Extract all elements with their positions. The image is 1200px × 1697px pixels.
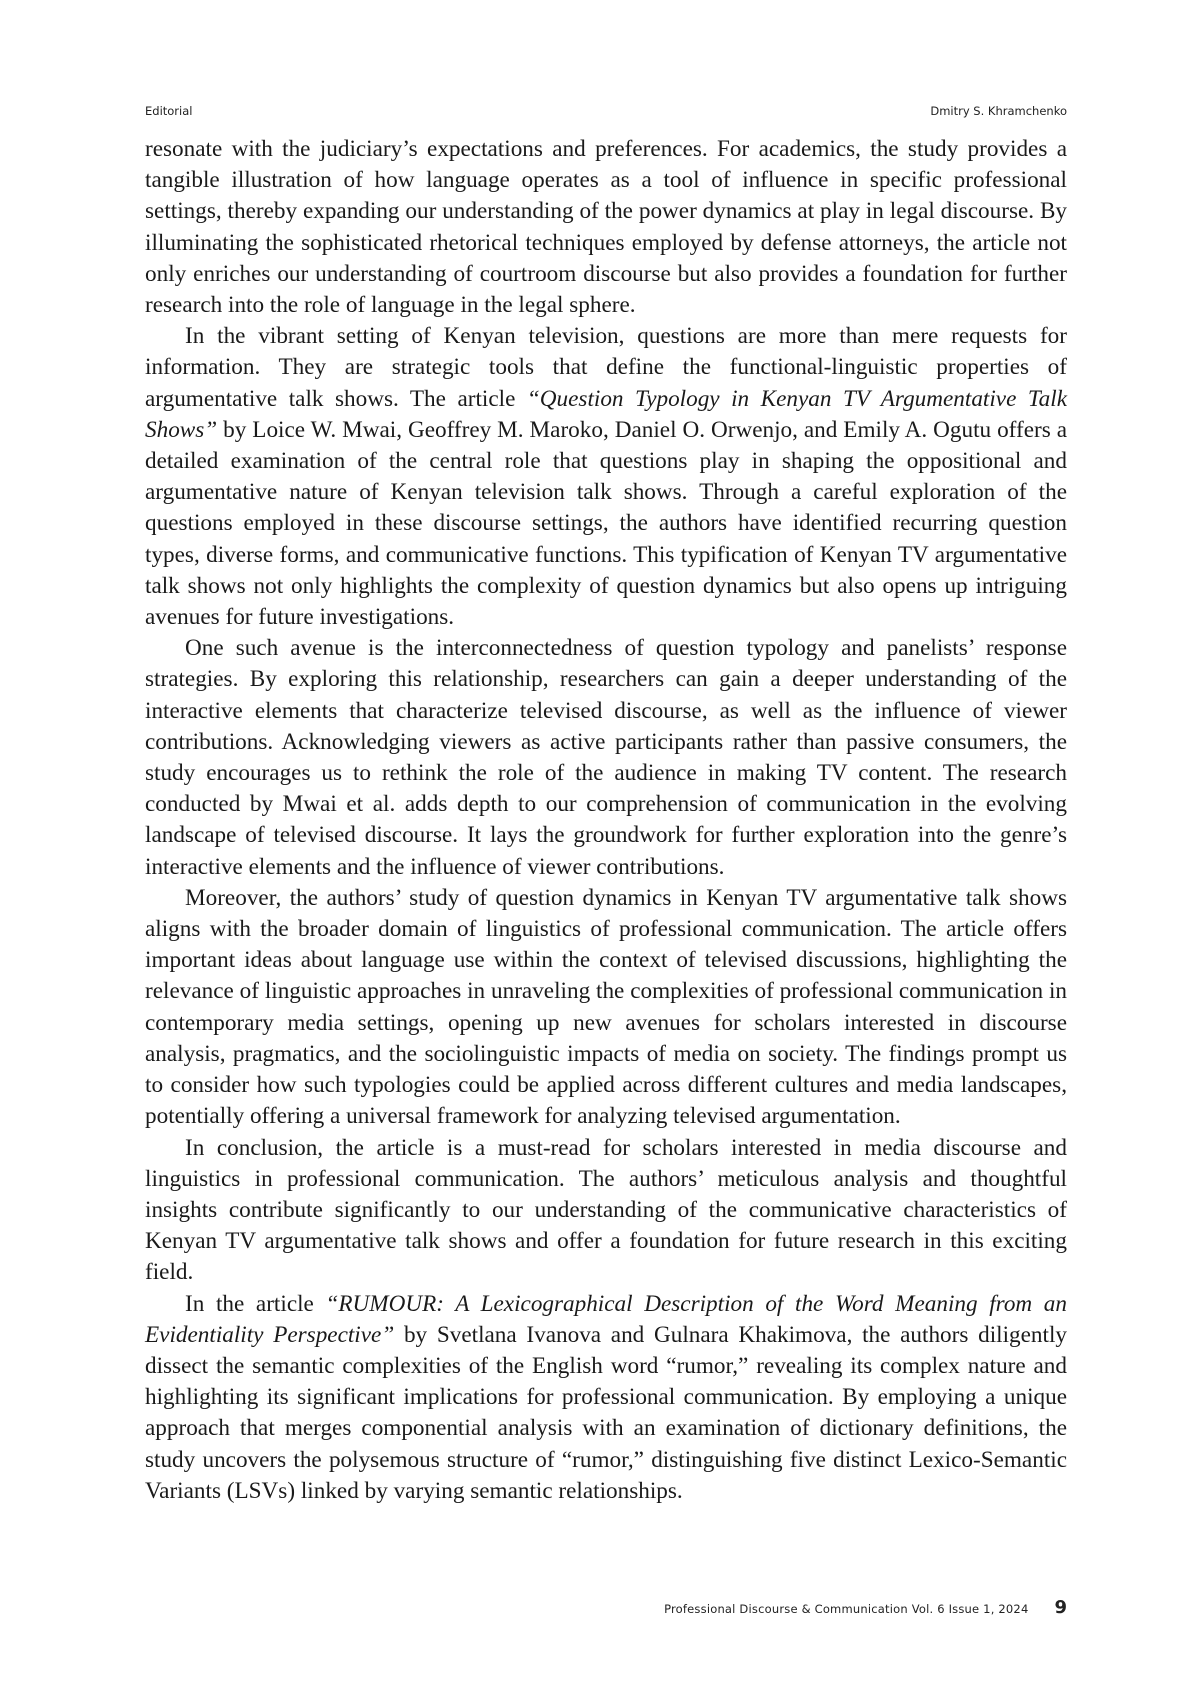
footer-journal-info: Professional Discourse & Communication Vol. 6 Issue 1, 2024	[664, 1602, 1029, 1616]
paragraph-text: In the article	[185, 1290, 326, 1317]
running-header	[145, 103, 1067, 119]
page-footer	[145, 1597, 1067, 1621]
paragraph-text: by Svetlana Ivanova and Gulnara Khakimova, the authors diligently dissect the semantic complexities of the English word “rumor,” revealing its complex nature and highlighting its significant implications for professional communication. By employing a unique approach that merges componential analysis with an examination of dictionary definitions, the study uncovers the polysemous structure of “rumor,” distinguishing five distinct Lexico-Semantic Variants (LSVs) linked by varying semantic relationships.	[145, 1321, 1067, 1504]
paragraph-text: by Loice W. Mwai, Geoffrey M. Maroko, Daniel O. Orwenjo, and Emily A. Ogutu offers a detailed examination of the central role that questions play in shaping the oppositional and argumentative nature of Kenyan television talk shows. Through a careful exploration of the questions employed in these discourse settings, the authors have identified recurring question types, diverse forms, and communicative functions. This typification of Kenyan TV argumentative talk shows not only highlights the complexity of question dynamics but also opens up intriguing avenues for future investigations.	[145, 416, 1067, 631]
paragraph	[145, 883, 1067, 1133]
article-title: “RUMOUR: A Lexicographical Description of the Word Meaning from an Evidentiality Perspective”	[145, 1290, 1067, 1348]
paragraph-text: In the vibrant setting of Kenyan television, questions are more than mere requests for information. They are strategic tools that define the functional-linguistic properties of argumentative talk shows. The article	[145, 323, 1067, 412]
paragraph-text: One such avenue is the interconnectedness of question typology and panelists’ response strategies. By exploring this relationship, researchers can gain a deeper understanding of the interactive elements that characterize televised discourse, as well as the influence of viewer contributions. Acknowledging viewers as active participants rather than passive consumers, the study encourages us to rethink the role of the audience in making TV content. The research conducted by Mwai et al. adds depth to our comprehension of communication in the evolving landscape of televised discourse. It lays the groundwork for further exploration into the genre’s interactive elements and the influence of viewer contributions.	[145, 635, 1067, 880]
article-title: “Question Typology in Kenyan TV Argumentative Talk Shows”	[145, 385, 1068, 443]
header-author-name: Dmitry S. Khramchenko	[930, 104, 1067, 118]
paragraph	[145, 633, 1067, 883]
paragraph-text: In conclusion, the article is a must-read for scholars interested in media discourse and linguistics in professional communication. The authors’ meticulous analysis and thoughtful insights contribute significantly to our understanding of the communicative characteristics of Kenyan TV argumentative talk shows and offer a foundation for future research in this exciting field.	[145, 1134, 1067, 1286]
paragraph	[145, 1133, 1067, 1289]
page-number: 9	[1054, 1597, 1067, 1618]
paragraph-text: Moreover, the authors’ study of question dynamics in Kenyan TV argumentative talk shows aligns with the broader domain of linguistics of professional communication. The article offers important ideas about language use within the context of televised discussions, highlighting the relevance of linguistic approaches in unraveling the complexities of professional communication in contemporary media settings, opening up new avenues for scholars interested in discourse analysis, pragmatics, and the sociolinguistic impacts of media on society. The findings prompt us to consider how such typologies could be applied across different cultures and media landscapes, potentially offering a universal framework for analyzing televised argumentation.	[145, 884, 1067, 1130]
paragraph	[145, 321, 1067, 633]
header-section-label: Editorial	[145, 104, 193, 118]
paragraph	[145, 134, 1067, 321]
body-text	[145, 134, 1067, 1507]
paragraph-text: resonate with the judiciary’s expectations and preferences. For academics, the study provides a tangible illustration of how language operates as a tool of influence in specific professional settings, thereby expanding our understanding of the power dynamics at play in legal discourse. By illuminating the sophisticated rhetorical techniques employed by defense attorneys, the article not only enriches our understanding of courtroom discourse but also provides a foundation for further research into the role of language in the legal sphere.	[145, 136, 1067, 319]
paragraph	[145, 1289, 1067, 1507]
